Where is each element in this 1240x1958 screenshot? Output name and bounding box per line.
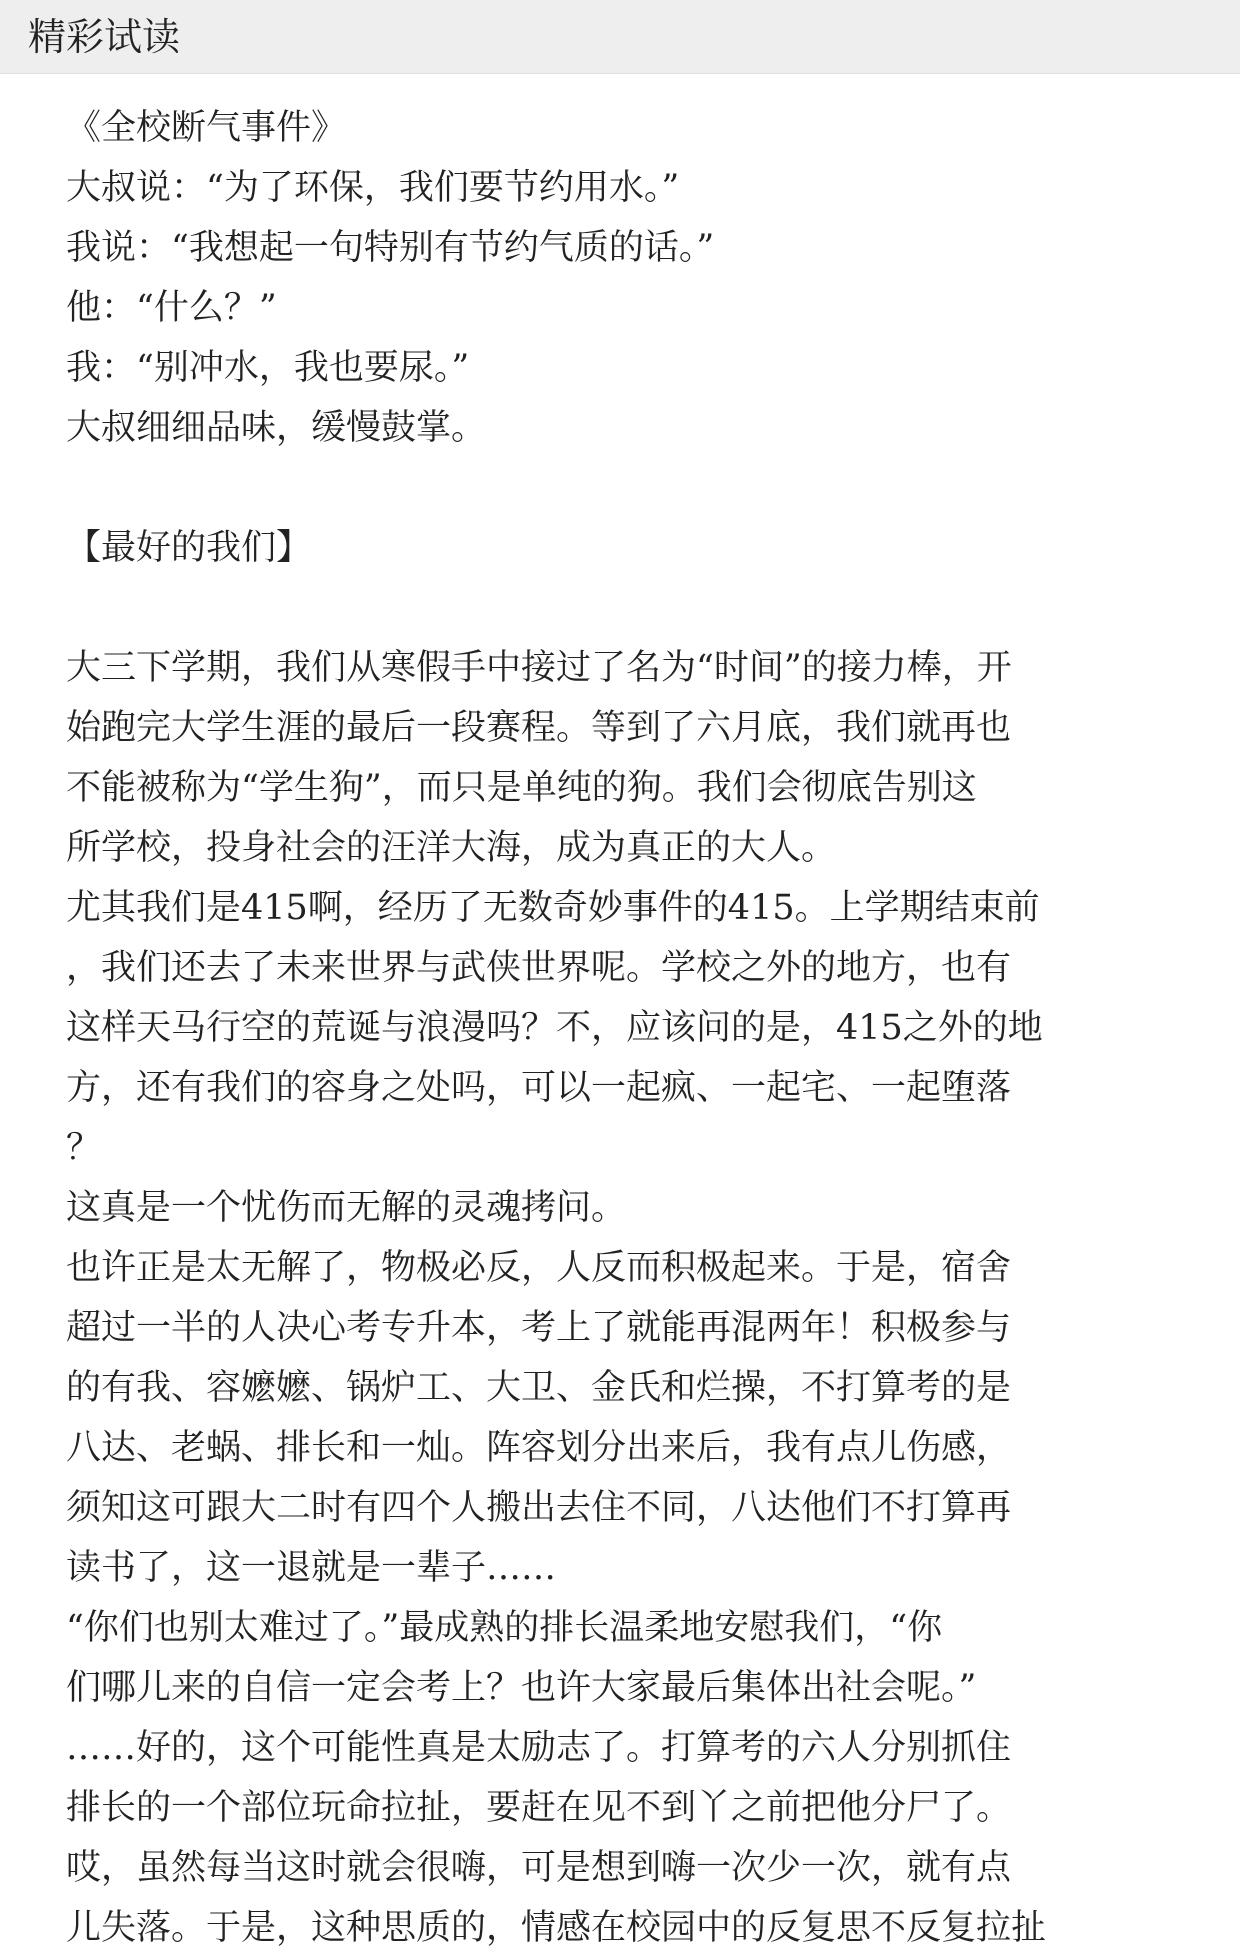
text-line: 所学校，投身社会的汪洋大海，成为真正的大人。 <box>66 828 837 868</box>
text-line: 始跑完大学生涯的最后一段赛程。等到了六月底，我们就再也 <box>66 708 1012 748</box>
text-line: 也许正是太无解了，物极必反，人反而积极起来。于是，宿舍 <box>66 1248 1012 1288</box>
text-line: 【最好的我们】 <box>66 528 312 568</box>
text-line: 的有我、容嬷嬷、锅炉工、大卫、金氏和烂操，不打算考的是 <box>66 1368 1012 1408</box>
text-line: 尤其我们是415啊，经历了无数奇妙事件的415。上学期结束前 <box>66 888 1040 928</box>
text-line: 不能被称为“学生狗”，而只是单纯的狗。我们会彻底告别这 <box>66 768 977 808</box>
text-line: 哎，虽然每当这时就会很嗨，可是想到嗨一次少一次，就有点 <box>66 1848 1012 1888</box>
section-header <box>0 0 1240 74</box>
blank-line <box>66 458 1176 518</box>
text-line: 超过一半的人决心考专升本，考上了就能再混两年！积极参与 <box>66 1308 1012 1348</box>
text-line: 读书了，这一退就是一辈子…… <box>66 1548 557 1588</box>
text-line: 大叔细细品味，缓慢鼓掌。 <box>66 408 487 448</box>
blank-line <box>66 578 1176 638</box>
text-line: 我：“别冲水，我也要尿。” <box>66 348 470 388</box>
text-line: “你们也别太难过了。”最成熟的排长温柔地安慰我们，“你 <box>66 1608 943 1648</box>
text-line: 方，还有我们的容身之处吗，可以一起疯、一起宅、一起堕落 <box>66 1068 1012 1108</box>
text-line: 这样天马行空的荒诞与浪漫吗？不，应该问的是，415之外的地 <box>66 1008 1043 1048</box>
text-line: 他：“什么？” <box>66 288 277 328</box>
text-line: 这真是一个忧伤而无解的灵魂拷问。 <box>66 1188 627 1228</box>
text-line: 们哪儿来的自信一定会考上？也许大家最后集体出社会呢。” <box>66 1668 977 1708</box>
text-line: 我说：“我想起一句特别有节约气质的话。” <box>66 228 715 268</box>
text-line: ……好的，这个可能性真是太励志了。打算考的六人分别抓住 <box>66 1728 1012 1768</box>
text-line: ？ <box>66 1128 102 1168</box>
reading-content <box>66 98 1176 1958</box>
section-title: 精彩试读 <box>28 15 181 59</box>
text-line: 大叔说：“为了环保，我们要节约用水。” <box>66 168 680 208</box>
text-line: 排长的一个部位玩命拉扯，要赶在见不到丫之前把他分尸了。 <box>66 1788 1012 1828</box>
text-line: 八达、老蜗、排长和一灿。阵容划分出来后，我有点儿伤感， <box>66 1428 1012 1468</box>
text-line: 须知这可跟大二时有四个人搬出去住不同，八达他们不打算再 <box>66 1488 1012 1528</box>
text-line: ，我们还去了未来世界与武侠世界呢。学校之外的地方，也有 <box>66 948 1012 988</box>
text-line: 《全校断气事件》 <box>66 108 347 148</box>
text-line: 大三下学期，我们从寒假手中接过了名为“时间”的接力棒，开 <box>66 648 1012 688</box>
text-line: 儿失落。于是，这种思质的，情感在校园中的反复思不反复拉扯 <box>66 1908 1047 1948</box>
